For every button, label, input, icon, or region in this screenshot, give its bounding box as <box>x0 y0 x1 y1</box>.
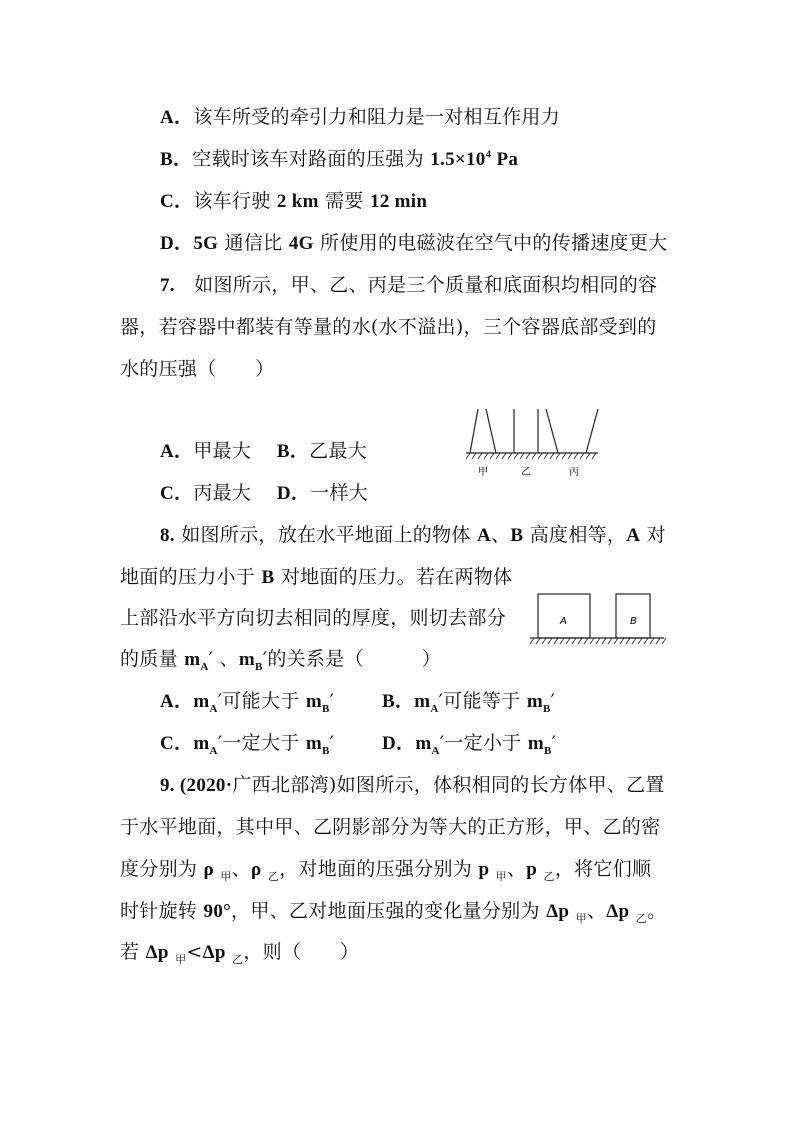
mass-symbol: m <box>193 733 210 754</box>
prime: ′ <box>551 732 557 754</box>
separator: 、 <box>213 648 239 670</box>
option-text: 一样大 <box>310 482 369 504</box>
question-text: 时针旋转 <box>120 900 204 922</box>
option-text: 所使用的电磁波在空气中的传播速度更大 <box>313 232 668 254</box>
question-text: 度分别为 <box>120 858 204 880</box>
subscript-jia: 甲 <box>220 869 232 883</box>
container-jia <box>470 409 496 453</box>
pressure-unit: Pa <box>491 149 519 170</box>
option-letter: A． <box>160 107 194 128</box>
delta-pressure-symbol: Δp <box>145 942 169 963</box>
pressure-value: 1.5×10 <box>430 149 486 170</box>
question-text: 的关系是（ ） <box>267 648 442 670</box>
pressure-exponent: 4 <box>485 148 492 161</box>
delta-pressure-symbol: Δp <box>606 901 630 922</box>
term-4g: 4G <box>288 233 314 254</box>
q7-options-cd <box>160 481 368 506</box>
question-text: 对 <box>640 524 666 546</box>
time-value: 12 min <box>370 191 428 212</box>
label-bing: 丙 <box>569 467 579 478</box>
option-letter: D． <box>382 733 416 754</box>
prime: ′ <box>329 690 335 712</box>
subscript-a: A <box>430 702 439 715</box>
option-letter: C． <box>160 483 194 504</box>
option-letter: D． <box>160 233 194 254</box>
option-text: 一定大于 <box>222 732 306 754</box>
prime: ′ <box>329 732 335 754</box>
question-text: 如图所示，甲、乙、丙是三个质量和底面积均相同的容 <box>174 274 658 296</box>
subscript-yi: 乙 <box>635 911 647 925</box>
label-yi: 乙 <box>521 467 531 478</box>
mass-symbol: m <box>414 691 431 712</box>
option-text: 可能等于 <box>443 690 527 712</box>
q6-option-a <box>160 105 560 130</box>
delta-pressure-symbol: Δp <box>546 901 570 922</box>
pressure-symbol: p <box>478 859 490 880</box>
question-text: 对地面的压力。若在两物体 <box>274 566 513 588</box>
question-source: (2020· <box>174 775 233 796</box>
prime: ′ <box>439 732 445 754</box>
subscript-b: B <box>255 660 263 673</box>
q7-line-1 <box>160 273 657 298</box>
object-a: A <box>477 525 492 546</box>
angle-value: 90° <box>203 901 232 922</box>
question-text: ，对地面的压强分别为 <box>279 858 479 880</box>
term-5g: 5G <box>193 233 219 254</box>
question-text: 于水平地面，其中甲、乙阴影部分为等大的正方形，甲、乙的密 <box>120 816 661 838</box>
object-b: B <box>261 567 275 588</box>
prime: ′ <box>217 690 223 712</box>
question-source-region: 广西北部湾 <box>232 774 329 796</box>
question-text: )如图所示，体积相同的长方体甲、乙置 <box>328 774 665 796</box>
subscript-a: A <box>431 744 440 757</box>
subscript-a: A <box>200 660 209 673</box>
mass-symbol: m <box>527 733 545 754</box>
option-text: 通信比 <box>218 232 289 254</box>
subscript-yi: 乙 <box>543 869 555 883</box>
question-text: ，将它们顺 <box>554 858 652 880</box>
question-text: 器，若容器中都装有等量的水(水不溢出)，三个容器底部受到的 <box>120 316 657 338</box>
option-text: 空载时该车对路面的压强为 <box>192 148 431 170</box>
q8-option-d <box>382 731 556 756</box>
mass-symbol: m <box>415 733 432 754</box>
option-letter: A． <box>160 691 194 712</box>
option-letter: B． <box>160 149 193 170</box>
q7-options-ab <box>160 439 367 464</box>
question-text: 上部沿水平方向切去相同的厚度，则切去部分 <box>120 607 507 629</box>
subscript-yi: 乙 <box>267 869 280 883</box>
q8-line-2 <box>120 565 512 590</box>
question-text: 高度相等， <box>523 524 627 546</box>
option-letter: D． <box>276 483 311 504</box>
question-text: ，甲、乙对地面压强的变化量分别为 <box>231 900 547 922</box>
containers-figure <box>462 405 602 485</box>
prime: ′ <box>262 648 268 670</box>
option-letter: C． <box>160 733 194 754</box>
separator: 、 <box>586 900 607 922</box>
option-letter: B． <box>276 441 310 462</box>
question-text: 若 <box>120 941 146 963</box>
prime: ′ <box>217 732 223 754</box>
prime: ′ <box>550 690 556 712</box>
subscript-jia: 甲 <box>495 869 507 883</box>
container-bing <box>546 409 598 453</box>
prime: ′ <box>208 648 214 670</box>
q8-line-4 <box>120 647 441 672</box>
q9-line-2 <box>120 815 660 839</box>
subscript-b: B <box>542 702 551 715</box>
mass-symbol: m <box>184 649 201 670</box>
q8-options-ab <box>160 689 334 714</box>
option-text: 一定小于 <box>444 732 528 754</box>
question-text: 。 <box>647 900 667 922</box>
question-number: 8. <box>160 525 175 546</box>
subscript-b: B <box>322 702 330 715</box>
option-text: 甲最大 <box>193 440 271 462</box>
question-text: ，则（ ） <box>243 941 360 963</box>
label-a: A <box>560 616 567 627</box>
option-text: 该车所受的牵引力和阻力是一对相互作用力 <box>193 106 561 128</box>
question-text: 地面的压力小于 <box>120 566 262 588</box>
question-number: 7. <box>160 275 175 296</box>
option-letter: A． <box>160 441 194 462</box>
subscript-jia: 甲 <box>175 952 187 966</box>
question-text: 水的压强（ ） <box>120 358 275 380</box>
option-text: 可能大于 <box>222 690 306 712</box>
question-text: 的质量 <box>120 648 185 670</box>
density-symbol: ρ <box>250 859 262 880</box>
q7-line-3 <box>120 357 274 381</box>
option-text: 丙最大 <box>193 482 271 504</box>
pressure-symbol: p <box>526 859 538 880</box>
q7-line-2 <box>120 315 657 339</box>
mass-symbol: m <box>526 691 543 712</box>
blocks-figure <box>528 590 668 650</box>
option-letter: B． <box>382 691 415 712</box>
separator: 、 <box>491 524 511 546</box>
q8-option-c <box>160 731 334 756</box>
mass-symbol: m <box>193 691 210 712</box>
q9-line-3 <box>120 857 651 882</box>
q8-line-3 <box>120 606 506 630</box>
q6-option-c <box>160 189 427 214</box>
mass-symbol: m <box>305 733 323 754</box>
q8-option-b <box>382 689 555 714</box>
separator: 、 <box>231 858 251 880</box>
distance-value: 2 km <box>276 191 319 212</box>
prime: ′ <box>438 690 444 712</box>
subscript-b: B <box>322 744 330 757</box>
less-than: < <box>186 941 203 963</box>
question-number: 9. <box>160 775 175 796</box>
subscript-a: A <box>209 702 218 715</box>
option-text: 乙最大 <box>309 440 368 462</box>
q6-option-d <box>160 231 667 256</box>
subscript-yi: 乙 <box>232 952 244 966</box>
question-text: 如图所示，放在水平地面上的物体 <box>174 524 478 546</box>
separator: 、 <box>506 858 527 880</box>
delta-pressure-symbol: Δp <box>202 942 226 963</box>
label-jia: 甲 <box>478 467 488 478</box>
label-b: B <box>630 616 637 627</box>
density-symbol: ρ <box>203 859 215 880</box>
option-letter: C． <box>160 191 194 212</box>
option-text: 该车行驶 <box>193 190 277 212</box>
subscript-a: A <box>209 744 218 757</box>
q8-line-1 <box>160 523 666 548</box>
mass-symbol: m <box>238 649 256 670</box>
container-yi <box>514 409 538 453</box>
q9-line-5 <box>120 940 359 965</box>
q9-line-4 <box>120 899 666 924</box>
subscript-b: B <box>544 744 552 757</box>
object-b: B <box>510 525 524 546</box>
object-a: A <box>626 525 641 546</box>
q9-line-1 <box>160 773 665 798</box>
option-text: 需要 <box>318 190 371 212</box>
mass-symbol: m <box>305 691 323 712</box>
q6-option-b <box>160 147 518 172</box>
subscript-jia: 甲 <box>575 911 587 925</box>
